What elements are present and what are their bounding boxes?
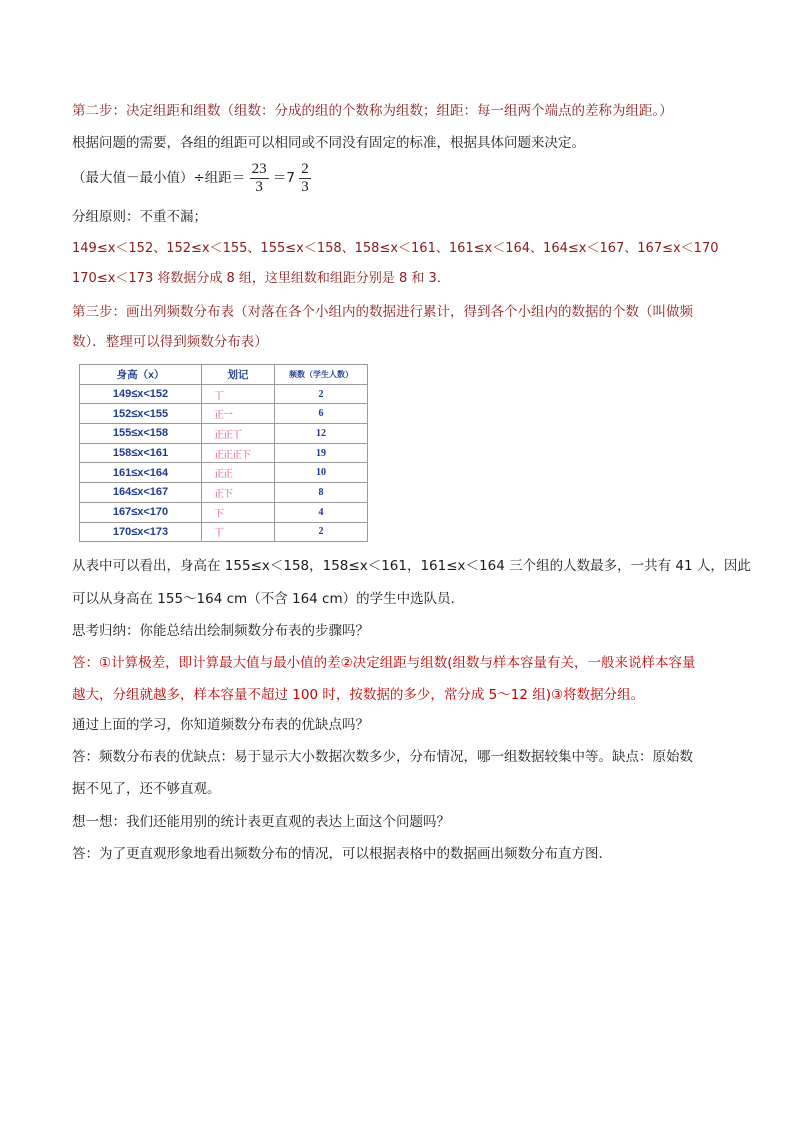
table-row <box>80 443 368 463</box>
count-cell: 4 <box>275 502 368 522</box>
range-cell: 164≤x<167 <box>80 483 202 503</box>
range-cell: 170≤x<173 <box>80 522 202 542</box>
table-row <box>80 424 368 444</box>
formula-mixed-fraction <box>299 161 311 196</box>
conclusion-line2: 可以从身高在 155～164 cm（不含 164 cm）的学生中选队员． <box>72 591 465 607</box>
count-cell: 19 <box>275 443 368 463</box>
conclusion-line1: 从表中可以看出，身高在 155≤x＜158，158≤x＜161，161≤x＜164 三个组的人数最多，一共有 41 人，因此 <box>72 558 751 574</box>
count-cell: 2 <box>275 522 368 542</box>
tally-cell: 下 <box>202 502 275 522</box>
tally-cell: 正一 <box>202 404 275 424</box>
fraction-numerator: 23 <box>251 160 267 177</box>
mixed-denominator: 3 <box>301 178 309 195</box>
step3-line1: 第三步：画出列频数分布表（对落在各个小组内的数据进行累计，得到各个小组内的数据的个数（叫做频 <box>72 304 693 320</box>
pros-answer-line1: 答：频数分布表的优缺点：易于显示大小数据次数多少，分布情况，哪一组数据较集中等。缺点：原始数 <box>72 749 693 765</box>
table-row <box>80 463 368 483</box>
table-row <box>80 384 368 404</box>
tally-cell: 丅 <box>202 522 275 542</box>
grouping-principle: 分组原则：不重不漏； <box>72 209 207 225</box>
fraction-denominator: 3 <box>255 178 263 195</box>
think-answer-line1: 答：①计算极差，即计算最大值与最小值的差②决定组距与组数(组数与样本容量有关，一般来说样本容量 <box>72 655 696 671</box>
formula-left: （最大值－最小值）÷组距＝ <box>72 170 246 186</box>
range-cell: 152≤x<155 <box>80 404 202 424</box>
idea-question: 想一想：我们还能用别的统计表更直观的表达上面这个问题吗？ <box>72 814 450 830</box>
count-cell: 12 <box>275 424 368 444</box>
table-row <box>80 522 368 542</box>
header-height: 身高（x） <box>80 365 202 385</box>
tally-cell: 丅 <box>202 384 275 404</box>
pros-question: 通过上面的学习，你知道频数分布表的优缺点吗？ <box>72 717 369 733</box>
range-cell: 155≤x<158 <box>80 424 202 444</box>
step2-title: 第二步：决定组距和组数（组数：分成的组的个数称为组数；组距：每一组两个端点的差称为组距。） <box>72 103 673 119</box>
step3-line2: 数）．整理可以得到频数分布表） <box>72 334 268 350</box>
header-tally: 划记 <box>202 365 275 385</box>
range-cell: 167≤x<170 <box>80 502 202 522</box>
tally-cell: 正正 <box>202 463 275 483</box>
think-answer-line2: 越大，分组就越多，样本容量不超过 100 时，按数据的多少，常分成 5～12 组)③将数据分组。 <box>72 687 645 703</box>
group-ranges-line1: 149≤x＜152、152≤x＜155、155≤x＜158、158≤x＜161、161≤x＜164、164≤x＜167、167≤x＜170 <box>72 241 719 256</box>
header-frequency: 频数（学生人数） <box>275 365 368 385</box>
idea-answer: 答：为了更直观形象地看出频数分布的情况，可以根据表格中的数据画出频数分布直方图． <box>72 846 612 862</box>
think-question: 思考归纳：你能总结出绘制频数分布表的步骤吗？ <box>72 623 369 639</box>
pros-answer-line2: 据不见了，还不够直观。 <box>72 781 221 797</box>
group-ranges-line2: 170≤x＜173 将数据分成 8 组，这里组数和组距分别是 8 和 3． <box>72 271 450 286</box>
count-cell: 2 <box>275 384 368 404</box>
table-row <box>80 483 368 503</box>
tally-cell: 正正正下 <box>202 443 275 463</box>
formula-fraction <box>250 161 269 196</box>
table-header-row <box>80 365 368 385</box>
tally-cell: 正正丅 <box>202 424 275 444</box>
table-row <box>80 502 368 522</box>
range-cell: 158≤x<161 <box>80 443 202 463</box>
table-row <box>80 404 368 424</box>
step2-desc: 根据问题的需要，各组的组距可以相同或不同没有固定的标准，根据具体问题来决定。 <box>72 135 585 151</box>
frequency-table <box>79 364 368 542</box>
range-cell: 149≤x<152 <box>80 384 202 404</box>
count-cell: 8 <box>275 483 368 503</box>
formula-equals: ＝7 <box>272 170 295 186</box>
mixed-numerator: 2 <box>301 160 309 177</box>
tally-cell: 正下 <box>202 483 275 503</box>
range-formula <box>72 158 311 198</box>
count-cell: 10 <box>275 463 368 483</box>
count-cell: 6 <box>275 404 368 424</box>
range-cell: 161≤x<164 <box>80 463 202 483</box>
